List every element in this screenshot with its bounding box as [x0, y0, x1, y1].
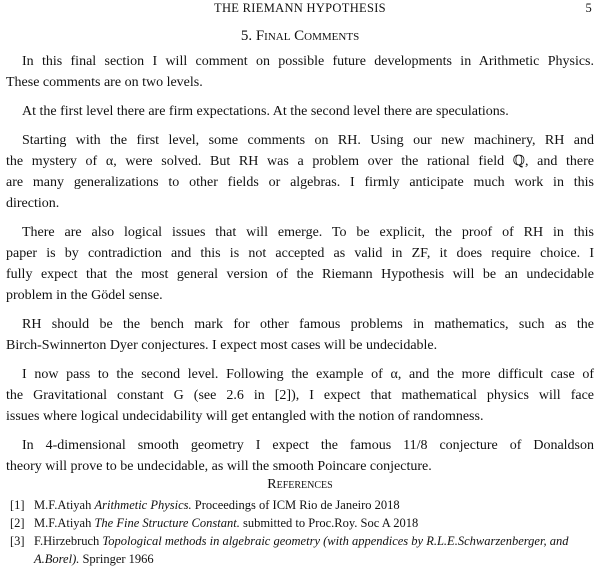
- section-title: Final Comments: [255, 28, 360, 44]
- reference-number: [2]: [10, 516, 25, 530]
- text-line: At the first level there are firm expectations. At the second level there are speculations.: [22, 104, 509, 119]
- reference-citation: [34, 496, 590, 514]
- paragraph: [6, 101, 594, 122]
- running-head: [0, 1, 600, 19]
- reference-item: [10, 496, 590, 514]
- paragraph: [6, 435, 594, 477]
- reference-item: [10, 514, 590, 532]
- text-line: RH should be the bench mark for other famous problems in mathematics, such as the: [22, 317, 594, 332]
- reference-details: Proceedings of ICM Rio de Janeiro 2018: [191, 498, 400, 512]
- text-line: Starting with the first level, some comments on RH. Using our new machinery, RH and: [22, 133, 594, 148]
- text-line: Birch-Swinnerton Dyer conjectures. I expect most cases will be undecidable.: [6, 338, 438, 353]
- reference-author: M.F.Atiyah: [34, 498, 95, 512]
- reference-title: Topological methods in algebraic geometry (with appendices by R.L.E.Schwarzenberger, and A.Borel).: [34, 534, 569, 566]
- section-heading: [0, 28, 600, 45]
- running-title: THE RIEMANN HYPOTHESIS: [214, 1, 386, 15]
- reference-citation: [34, 514, 590, 532]
- paragraph: [6, 51, 594, 93]
- reference-number: [1]: [10, 498, 25, 512]
- text-line: the Gravitational constant G (see 2.6 in [2]), I expect that mathematical physics will face: [6, 388, 594, 403]
- page-number: 5: [585, 1, 592, 15]
- reference-list: [10, 496, 590, 568]
- reference-details: Springer 1966: [79, 552, 154, 566]
- reference-title: Arithmetic Physics.: [94, 498, 192, 512]
- text-line: I now pass to the second level. Following the example of α, and the more difficult case of: [22, 367, 594, 382]
- paragraph: [6, 364, 594, 427]
- references-heading: References: [267, 477, 333, 492]
- text-line: paper is by contradiction and this is not accepted as valid in ZF, it does require choice. I: [6, 246, 594, 261]
- text-line: theory will prove to be undecidable, as will the smooth Poincare conjecture.: [6, 459, 432, 474]
- paragraph: [6, 222, 594, 306]
- text-line: problem in the Gödel sense.: [6, 288, 163, 303]
- reference-number: [3]: [10, 534, 25, 548]
- text-line: the mystery of α, were solved. But RH was a problem over the rational field ℚ, and there: [6, 154, 594, 169]
- section-number: 5.: [240, 28, 253, 44]
- paragraph: [6, 314, 594, 356]
- reference-author: M.F.Atiyah: [34, 516, 95, 530]
- text-line: are many generalizations to other fields or algebras. I firmly anticipate much work in this: [6, 175, 594, 190]
- text-line: issues where logical undecidability will get entangled with the notion of randomness.: [6, 409, 484, 424]
- text-line: direction.: [6, 196, 60, 211]
- paragraph: [6, 130, 594, 214]
- text-line: fully expect that the most general version of the Riemann Hypothesis will be an undecidable: [6, 267, 594, 282]
- text-line: These comments are on two levels.: [6, 75, 203, 90]
- reference-author: F.Hirzebruch: [34, 534, 103, 548]
- reference-details: submitted to Proc.Roy. Soc A 2018: [239, 516, 419, 530]
- body-text: [6, 51, 594, 485]
- text-line: In this final section I will comment on possible future developments in Arithmetic Physics.: [22, 54, 594, 69]
- reference-title: The Fine Structure Constant.: [94, 516, 240, 530]
- text-line: There are also logical issues that will emerge. To be explicit, the proof of RH in this: [22, 225, 594, 240]
- text-line: In 4-dimensional smooth geometry I expect the famous 11/8 conjecture of Donaldson: [22, 438, 594, 453]
